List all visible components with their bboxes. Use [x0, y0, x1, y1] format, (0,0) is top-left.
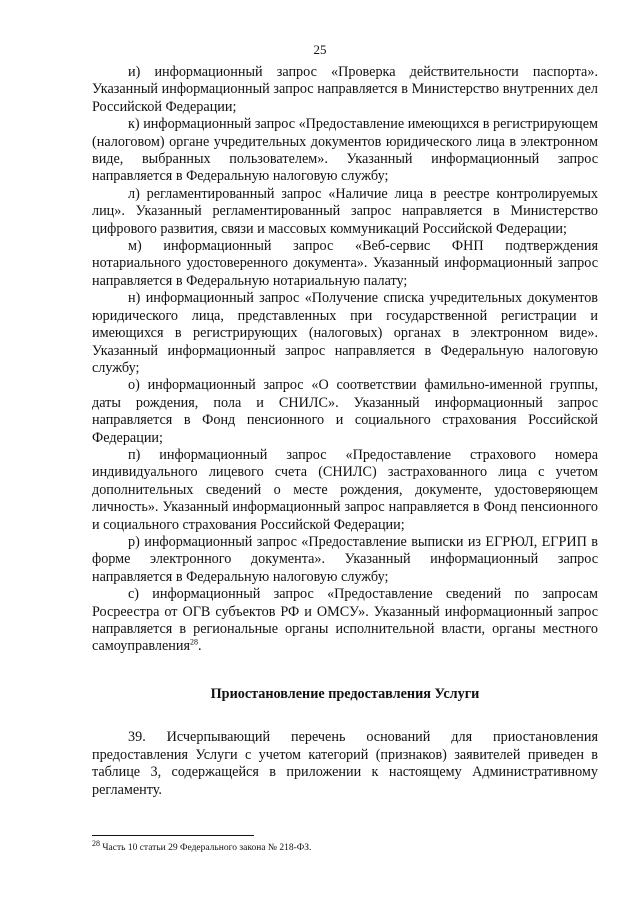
list-item-k: к) информационный запрос «Предоставление имеющихся в регистрирующем (налоговом) органе учредительных документов юридического лица в электронном виде, выбранных пользователем». Указанный информационный запрос направляется в Федеральную налоговую службу;	[92, 116, 598, 185]
list-item-s	[92, 586, 598, 656]
list-item-l: л) регламентированный запрос «Наличие лица в реестре контролируемых лиц». Указанный регламентированный запрос направляется в Министерство цифрового развития, связи и массовых коммуникаций Российской Федерации;	[92, 185, 598, 237]
list-item-r: р) информационный запрос «Предоставление выписки из ЕГРЮЛ, ЕГРИП в форме электронного документа». Указанный информационный запрос направляется в Федеральную налоговую службу;	[92, 533, 598, 585]
list-item-s-text: с) информационный запрос «Предоставление сведений по запросам Росреестра от ОГВ субъектов РФ и ОМСУ». Указанный информационный запрос направляется в региональные органы исполнительной власти, органы местного самоуправления	[92, 586, 598, 655]
list-item-p: п) информационный запрос «Предоставление страхового номера индивидуального лицевого счета (СНИЛС) застрахованного лица с учетом дополнительных сведений о месте рождения, документе, удостоверяющем личность». Указанный информационный запрос направляется в Фонд пенсионного и социального страхования Российской Федерации;	[92, 446, 598, 533]
list-item-o: о) информационный запрос «О соответствии фамильно-именной группы, даты рождения, пола и СНИЛС». Указанный информационный запрос направляется в Фонд пенсионного и социального страхования Российской Федерации;	[92, 377, 598, 446]
list-item-m: м) информационный запрос «Веб-сервис ФНП подтверждения нотариального удостоверенного документа». Указанный информационный запрос направляется в Федеральную нотариальную палату;	[92, 238, 598, 289]
footnote-reference[interactable]: 28	[189, 637, 198, 647]
page-content	[92, 64, 598, 800]
footnote-text: Часть 10 статьи 29 Федерального закона № 218-ФЗ.	[100, 843, 312, 853]
list-item-s-end: .	[197, 638, 202, 655]
footnote-marker: 28	[92, 838, 100, 848]
footnote	[92, 838, 598, 854]
footnote-separator	[92, 835, 254, 836]
paragraph-39: 39. Исчерпывающий перечень оснований для приостановления предоставления Услуги с учетом категорий (признаков) заявителей приведен в таблице 3, содержащейся в приложении к настоящему Административному регламенту.	[92, 728, 598, 799]
section-heading: Приостановление предоставления Услуги	[210, 685, 480, 702]
list-item-n: н) информационный запрос «Получение списка учредительных документов юридического лица, представленных при государственной регистрации и имеющихся в регистрирующих (налоговых) органах в электронном виде». Указанный информационный запрос направляется в Федеральную налоговую службу;	[92, 290, 598, 376]
list-item-i: и) информационный запрос «Проверка действительности паспорта». Указанный информационный запрос направляется в Министерство внутренних дел Российской Федерации;	[92, 64, 598, 115]
page-number: 25	[313, 42, 327, 57]
